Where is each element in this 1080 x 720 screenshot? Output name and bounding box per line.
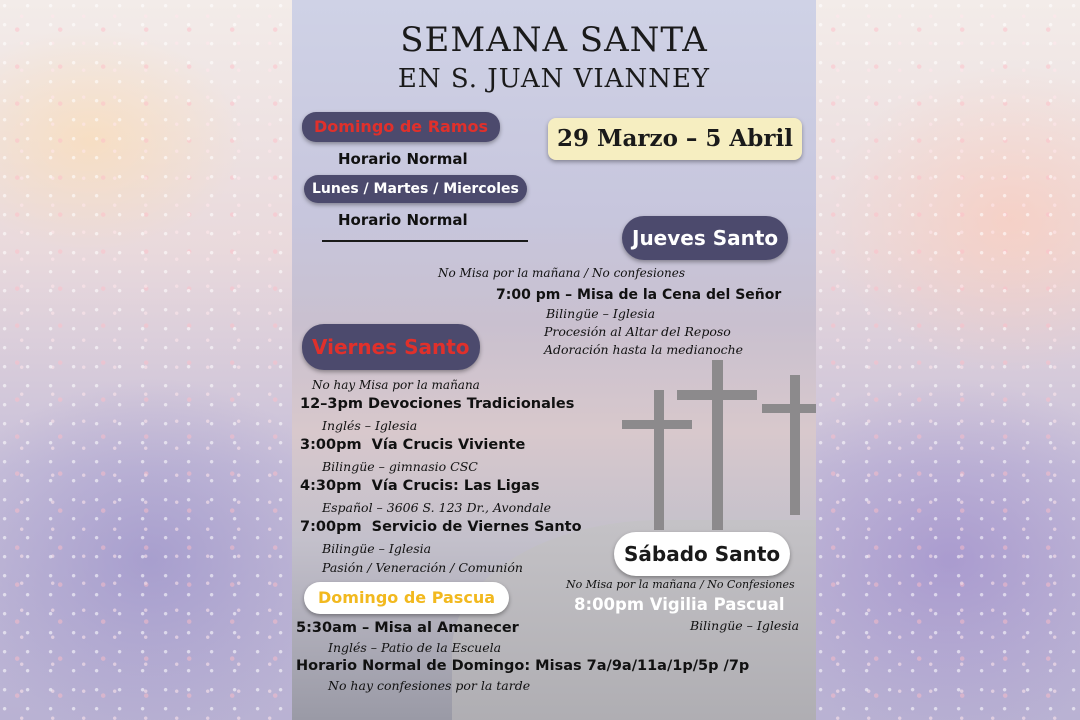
jueves-detail-3: Adoración hasta la medianoche [544,342,744,357]
viernes-event-1-detail: Inglés – Iglesia [322,418,418,433]
sabado-detail: Bilingüe – Iglesia [690,618,800,633]
pascua-normal-schedule: Horario Normal de Domingo: Misas 7a/9a/11a/1p/5p /7p [296,658,750,674]
poster-subtitle: EN S. JUAN VIANNEY [397,64,711,94]
pascua-mass: 5:30am – Misa al Amanecer [296,620,519,636]
jueves-note: No Misa por la mañana / No confesiones [438,266,685,280]
viernes-event-3-title: 4:30pm Vía Crucis: Las Ligas [300,478,540,494]
right-decorative-speckle [816,0,1080,720]
lunes-miercoles-schedule: Horario Normal [338,211,468,229]
date-range-box: 29 Marzo – 5 Abril [548,118,802,160]
domingo-ramos-pill: Domingo de Ramos [302,112,500,142]
poster [292,0,816,720]
pascua-detail: Inglés – Patio de la Escuela [328,640,502,655]
sabado-vigil: 8:00pm Vigilia Pascual [574,595,785,614]
sabado-santo-pill: Sábado Santo [614,532,790,576]
viernes-event-2-detail: Bilingüe – gimnasio CSC [322,459,478,474]
viernes-santo-pill: Viernes Santo [302,324,480,370]
viernes-event-4-detail-2: Pasión / Veneración / Comunión [322,560,523,575]
viernes-note: No hay Misa por la mañana [312,378,480,392]
lunes-miercoles-pill: Lunes / Martes / Miercoles [304,175,527,203]
viernes-event-1-title: 12–3pm Devociones Tradicionales [300,396,575,412]
jueves-santo-pill: Jueves Santo [622,216,788,260]
divider-line [322,240,528,242]
left-decorative-speckle [0,0,292,720]
sabado-note: No Misa por la mañana / No Confesiones [566,578,795,591]
viernes-event-3-detail: Español – 3606 S. 123 Dr., Avondale [322,500,551,515]
viernes-event-4-detail: Bilingüe – Iglesia [322,541,432,556]
jueves-detail-1: Bilingüe – Iglesia [546,306,656,321]
poster-title: SEMANA SANTA [400,20,708,60]
viernes-event-4-title: 7:00pm Servicio de Viernes Santo [300,519,582,535]
domingo-pascua-pill: Domingo de Pascua [304,582,509,614]
domingo-ramos-schedule: Horario Normal [338,150,468,168]
jueves-mass: 7:00 pm – Misa de la Cena del Señor [496,287,782,303]
viernes-event-2-title: 3:00pm Vía Crucis Viviente [300,437,526,453]
jueves-detail-2: Procesión al Altar del Reposo [544,324,731,339]
pascua-note: No hay confesiones por la tarde [328,678,531,693]
